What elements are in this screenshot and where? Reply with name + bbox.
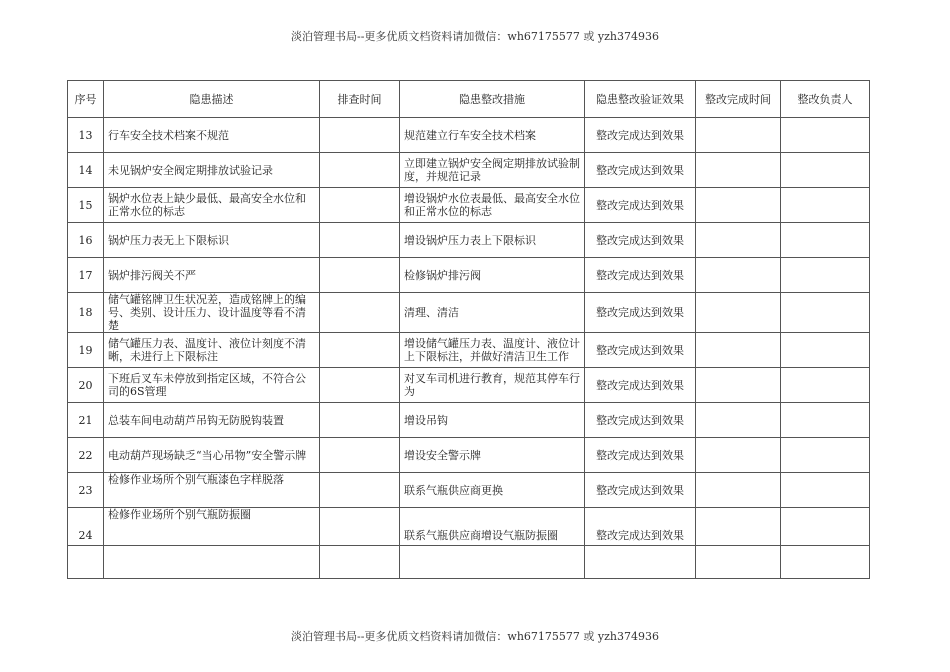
table-row	[68, 403, 870, 438]
inspection-time	[320, 473, 400, 508]
verification-effect: 整改完成达到效果	[585, 473, 696, 508]
row-number: 14	[68, 153, 104, 188]
row-number: 16	[68, 223, 104, 258]
completion-time	[696, 293, 781, 333]
hazard-description	[104, 546, 320, 579]
header-completion-time: 整改完成时间	[696, 81, 781, 118]
completion-time	[696, 473, 781, 508]
completion-time	[696, 118, 781, 153]
header-owner: 整改负责人	[781, 81, 870, 118]
table-row	[68, 368, 870, 403]
hazard-description: 储气罐铭牌卫生状况差，造成铭牌上的编号、类别、设计压力、设计温度等看不清楚	[104, 293, 320, 333]
table-row	[68, 188, 870, 223]
header-no: 序号	[68, 81, 104, 118]
row-number: 15	[68, 188, 104, 223]
table-row	[68, 333, 870, 368]
verification-effect: 整改完成达到效果	[585, 153, 696, 188]
completion-time	[696, 258, 781, 293]
inspection-time	[320, 223, 400, 258]
responsible-person	[781, 258, 870, 293]
row-number: 18	[68, 293, 104, 333]
verification-effect: 整改完成达到效果	[585, 438, 696, 473]
header-verification: 隐患整改验证效果	[585, 81, 696, 118]
rectification-measure: 增设锅炉压力表上下限标识	[400, 223, 585, 258]
hazard-description: 电动葫芦现场缺乏“当心吊物”安全警示牌	[104, 438, 320, 473]
table-row	[68, 293, 870, 333]
inspection-time	[320, 333, 400, 368]
rectification-measure: 立即建立锅炉安全阀定期排放试验制度，并规范记录	[400, 153, 585, 188]
rectification-measure: 清理、清洁	[400, 293, 585, 333]
verification-effect: 整改完成达到效果	[585, 403, 696, 438]
header-description: 隐患描述	[104, 81, 320, 118]
completion-time	[696, 438, 781, 473]
responsible-person	[781, 333, 870, 368]
responsible-person	[781, 403, 870, 438]
page-header: 淡泊管理书局--更多优质文档资料请加微信：wh67175577 或 yzh374936	[291, 30, 659, 43]
header-inspection-time: 排查时间	[320, 81, 400, 118]
rectification-measure: 对叉车司机进行教育，规范其停车行为	[400, 368, 585, 403]
responsible-person	[781, 546, 870, 579]
completion-time	[696, 546, 781, 579]
rectification-measure: 规范建立行车安全技术档案	[400, 118, 585, 153]
row-number: 21	[68, 403, 104, 438]
verification-effect: 整改完成达到效果	[585, 118, 696, 153]
verification-effect: 整改完成达到效果	[585, 223, 696, 258]
rectification-measure: 增设安全警示牌	[400, 438, 585, 473]
hazard-description: 锅炉排污阀关不严	[104, 258, 320, 293]
row-number: 13	[68, 118, 104, 153]
inspection-time	[320, 368, 400, 403]
rectification-measure: 联系气瓶供应商增设气瓶防振圈	[400, 508, 585, 546]
hazard-description: 总装车间电动葫芦吊钩无防脱钩装置	[104, 403, 320, 438]
verification-effect: 整改完成达到效果	[585, 368, 696, 403]
table-row	[68, 258, 870, 293]
verification-effect: 整改完成达到效果	[585, 508, 696, 546]
table-header-row	[68, 81, 870, 118]
responsible-person	[781, 223, 870, 258]
completion-time	[696, 153, 781, 188]
verification-effect: 整改完成达到效果	[585, 258, 696, 293]
completion-time	[696, 188, 781, 223]
completion-time	[696, 403, 781, 438]
hazard-description: 锅炉压力表无上下限标识	[104, 223, 320, 258]
inspection-time	[320, 188, 400, 223]
completion-time	[696, 368, 781, 403]
rectification-measure: 增设锅炉水位表最低、最高安全水位和正常水位的标志	[400, 188, 585, 223]
inspection-time	[320, 118, 400, 153]
responsible-person	[781, 368, 870, 403]
inspection-time	[320, 293, 400, 333]
hazard-description: 检修作业场所个别气瓶防振圈	[104, 508, 320, 546]
inspection-time	[320, 508, 400, 546]
responsible-person	[781, 293, 870, 333]
row-number: 23	[68, 473, 104, 508]
verification-effect: 整改完成达到效果	[585, 188, 696, 223]
inspection-time	[320, 153, 400, 188]
hazard-description: 检修作业场所个别气瓶漆色字样脱落	[104, 473, 320, 508]
inspection-time	[320, 546, 400, 579]
page-footer: 淡泊管理书局--更多优质文档资料请加微信：wh67175577 或 yzh374936	[291, 630, 659, 643]
verification-effect: 整改完成达到效果	[585, 333, 696, 368]
responsible-person	[781, 438, 870, 473]
row-number: 19	[68, 333, 104, 368]
inspection-time	[320, 403, 400, 438]
responsible-person	[781, 473, 870, 508]
verification-effect	[585, 546, 696, 579]
row-number: 22	[68, 438, 104, 473]
row-number	[68, 546, 104, 579]
hazard-rectification-table	[67, 80, 870, 579]
completion-time	[696, 508, 781, 546]
responsible-person	[781, 153, 870, 188]
responsible-person	[781, 508, 870, 546]
table-row	[68, 223, 870, 258]
hazard-description: 储气罐压力表、温度计、液位计刻度不清晰，未进行上下限标注	[104, 333, 320, 368]
inspection-time	[320, 258, 400, 293]
rectification-measure: 联系气瓶供应商更换	[400, 473, 585, 508]
header-measures: 隐患整改措施	[400, 81, 585, 118]
completion-time	[696, 333, 781, 368]
responsible-person	[781, 188, 870, 223]
table-row-empty	[68, 546, 870, 579]
responsible-person	[781, 118, 870, 153]
table-row	[68, 438, 870, 473]
row-number: 17	[68, 258, 104, 293]
completion-time	[696, 223, 781, 258]
table-row	[68, 508, 870, 546]
inspection-time	[320, 438, 400, 473]
verification-effect: 整改完成达到效果	[585, 293, 696, 333]
rectification-measure: 增设储气罐压力表、温度计、液位计上下限标注，并做好清洁卫生工作	[400, 333, 585, 368]
hazard-description: 下班后叉车未停放到指定区域，不符合公司的6S管理	[104, 368, 320, 403]
rectification-measure	[400, 546, 585, 579]
rectification-measure: 检修锅炉排污阀	[400, 258, 585, 293]
table-row	[68, 118, 870, 153]
hazard-description: 锅炉水位表上缺少最低、最高安全水位和正常水位的标志	[104, 188, 320, 223]
table-row	[68, 473, 870, 508]
table-row	[68, 153, 870, 188]
hazard-description: 行车安全技术档案不规范	[104, 118, 320, 153]
row-number: 24	[68, 508, 104, 546]
rectification-measure: 增设吊钩	[400, 403, 585, 438]
hazard-description: 未见锅炉安全阀定期排放试验记录	[104, 153, 320, 188]
row-number: 20	[68, 368, 104, 403]
